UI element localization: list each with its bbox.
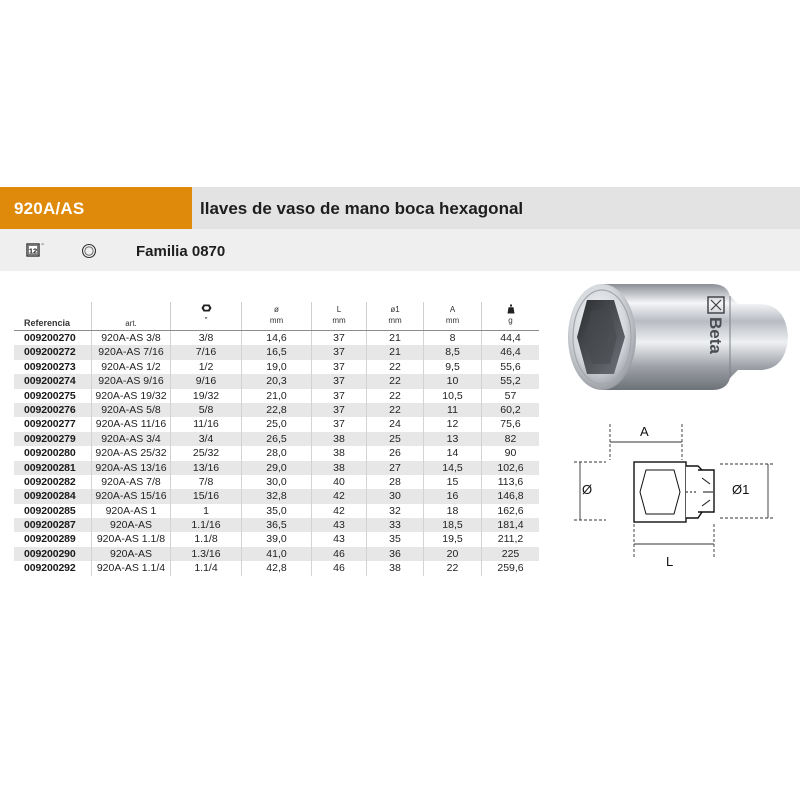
cell-referencia: 009200272 [24, 346, 76, 359]
cell-a: 9,5 [423, 360, 481, 374]
table-row [14, 374, 539, 388]
cell-length: 43 [311, 518, 366, 532]
table-row [14, 446, 539, 460]
cell-diameter: 21,0 [241, 389, 311, 403]
cell-referencia: 009200292 [24, 562, 76, 575]
ring-circle-icon [81, 243, 97, 259]
cell-diameter: 28,0 [241, 446, 311, 460]
cell-length: 46 [311, 561, 366, 575]
cell-drive: 11/16 [170, 417, 241, 431]
cell-a: 16 [423, 489, 481, 503]
dimension-diagram [570, 418, 780, 578]
cell-diameter1: 28 [366, 475, 423, 489]
col-header-drive: " [170, 302, 241, 330]
cell-art: 920A-AS [91, 518, 170, 532]
cell-drive: 13/16 [170, 461, 241, 475]
cell-drive: 1.1/16 [170, 518, 241, 532]
cell-a: 13 [423, 432, 481, 446]
label-length: L [666, 554, 674, 569]
cell-diameter: 39,0 [241, 532, 311, 546]
cell-drive: 15/16 [170, 489, 241, 503]
col-header-diameter1: ø1 mm [366, 302, 423, 330]
hex-socket-icon [201, 304, 212, 312]
spec-table [14, 302, 539, 576]
cell-drive: 1.1/4 [170, 561, 241, 575]
cell-referencia: 009200284 [24, 490, 76, 503]
cell-length: 42 [311, 489, 366, 503]
cell-weight: 82 [481, 432, 539, 446]
cell-length: 42 [311, 504, 366, 518]
cell-length: 46 [311, 547, 366, 561]
col-header-diameter: ø mm [241, 302, 311, 330]
col-header-weight: g [481, 302, 539, 330]
table-row [14, 561, 539, 575]
cell-diameter1: 33 [366, 518, 423, 532]
table-row [14, 489, 539, 503]
cell-art: 920A-AS 1.1/8 [91, 532, 170, 546]
cell-a: 18 [423, 504, 481, 518]
cell-diameter: 30,0 [241, 475, 311, 489]
cell-art: 920A-AS 9/16 [91, 374, 170, 388]
cell-diameter: 22,8 [241, 403, 311, 417]
table-body [14, 331, 539, 576]
cell-referencia: 009200280 [24, 447, 76, 460]
cell-referencia: 009200276 [24, 403, 76, 416]
cell-length: 37 [311, 360, 366, 374]
cell-art: 920A-AS 11/16 [91, 417, 170, 431]
cell-diameter1: 21 [366, 331, 423, 345]
cell-art: 920A-AS 5/8 [91, 403, 170, 417]
cell-a: 14 [423, 446, 481, 460]
cell-a: 10,5 [423, 389, 481, 403]
product-title: llaves de vaso de mano boca hexagonal [200, 199, 524, 218]
svg-text:": " [41, 244, 44, 250]
cell-diameter: 19,0 [241, 360, 311, 374]
cell-diameter: 36,5 [241, 518, 311, 532]
cell-referencia: 009200282 [24, 475, 76, 488]
cell-diameter: 16,5 [241, 345, 311, 359]
cell-art: 920A-AS 13/16 [91, 461, 170, 475]
label-a: A [640, 424, 649, 439]
cell-diameter1: 32 [366, 504, 423, 518]
cell-weight: 181,4 [481, 518, 539, 532]
cell-drive: 9/16 [170, 374, 241, 388]
table-row [14, 389, 539, 403]
square-drive-half-inch-icon [26, 242, 46, 258]
cell-diameter1: 30 [366, 489, 423, 503]
cell-diameter: 41,0 [241, 547, 311, 561]
cell-drive: 3/8 [170, 331, 241, 345]
table-row [14, 518, 539, 532]
cell-diameter: 29,0 [241, 461, 311, 475]
table-row [14, 532, 539, 546]
brand-engraving: Beta [706, 317, 725, 354]
cell-referencia: 009200287 [24, 519, 76, 532]
cell-diameter1: 26 [366, 446, 423, 460]
table-row [14, 403, 539, 417]
cell-weight: 211,2 [481, 532, 539, 546]
cell-a: 8 [423, 331, 481, 345]
cell-a: 15 [423, 475, 481, 489]
cell-drive: 7/16 [170, 345, 241, 359]
cell-diameter: 14,6 [241, 331, 311, 345]
cell-art: 920A-AS 25/32 [91, 446, 170, 460]
cell-weight: 146,8 [481, 489, 539, 503]
cell-drive: 3/4 [170, 432, 241, 446]
cell-referencia: 009200273 [24, 360, 76, 373]
cell-a: 20 [423, 547, 481, 561]
cell-diameter: 26,5 [241, 432, 311, 446]
cell-length: 40 [311, 475, 366, 489]
cell-length: 37 [311, 403, 366, 417]
col-header-length: L mm [311, 302, 366, 330]
cell-diameter1: 22 [366, 403, 423, 417]
cell-length: 38 [311, 432, 366, 446]
cell-art: 920A-AS 3/8 [91, 331, 170, 345]
cell-diameter1: 22 [366, 389, 423, 403]
cell-referencia: 009200289 [24, 533, 76, 546]
cell-referencia: 009200285 [24, 504, 76, 517]
cell-weight: 90 [481, 446, 539, 460]
table-row [14, 461, 539, 475]
cell-diameter1: 24 [366, 417, 423, 431]
cell-referencia: 009200290 [24, 547, 76, 560]
cell-diameter1: 35 [366, 532, 423, 546]
cell-length: 37 [311, 389, 366, 403]
cell-referencia: 009200281 [24, 461, 76, 474]
cell-referencia: 009200270 [24, 332, 76, 344]
col-header-art: art. [91, 302, 170, 330]
cell-art: 920A-AS [91, 547, 170, 561]
col-header-referencia: Referencia [24, 318, 71, 328]
cell-diameter: 32,8 [241, 489, 311, 503]
cell-diameter1: 25 [366, 432, 423, 446]
cell-weight: 60,2 [481, 403, 539, 417]
col-header-a: A mm [423, 302, 481, 330]
cell-referencia: 009200274 [24, 375, 76, 388]
cell-length: 37 [311, 374, 366, 388]
sub-header-band [0, 229, 800, 271]
table-row [14, 360, 539, 374]
cell-length: 37 [311, 345, 366, 359]
cell-drive: 1 [170, 504, 241, 518]
table-row [14, 547, 539, 561]
cell-weight: 113,6 [481, 475, 539, 489]
drive-size-label: 12 [28, 246, 38, 256]
cell-weight: 57 [481, 389, 539, 403]
cell-length: 37 [311, 417, 366, 431]
cell-weight: 75,6 [481, 417, 539, 431]
cell-referencia: 009200277 [24, 418, 76, 431]
cell-diameter: 35,0 [241, 504, 311, 518]
cell-diameter1: 38 [366, 561, 423, 575]
cell-drive: 1.3/16 [170, 547, 241, 561]
cell-diameter: 25,0 [241, 417, 311, 431]
product-code: 920A/AS [14, 199, 85, 218]
cell-weight: 55,6 [481, 360, 539, 374]
table-header [14, 302, 539, 331]
table-row [14, 504, 539, 518]
cell-a: 10 [423, 374, 481, 388]
family-label: Familia 0870 [136, 243, 226, 260]
cell-diameter1: 27 [366, 461, 423, 475]
cell-length: 38 [311, 461, 366, 475]
cell-length: 38 [311, 446, 366, 460]
cell-diameter: 42,8 [241, 561, 311, 575]
cell-diameter1: 22 [366, 374, 423, 388]
cell-art: 920A-AS 3/4 [91, 432, 170, 446]
table-row [14, 417, 539, 431]
cell-a: 8,5 [423, 345, 481, 359]
cell-weight: 55,2 [481, 374, 539, 388]
cell-weight: 102,6 [481, 461, 539, 475]
weight-icon [507, 304, 515, 314]
cell-drive: 25/32 [170, 446, 241, 460]
cell-a: 14,5 [423, 461, 481, 475]
cell-length: 37 [311, 331, 366, 345]
cell-weight: 46,4 [481, 345, 539, 359]
table-row [14, 432, 539, 446]
label-diameter1: Ø1 [732, 482, 750, 497]
table-row [14, 475, 539, 489]
cell-weight: 44,4 [481, 331, 539, 345]
cell-art: 920A-AS 1.1/4 [91, 561, 170, 575]
cell-referencia: 009200279 [24, 432, 76, 445]
cell-drive: 1/2 [170, 360, 241, 374]
cell-art: 920A-AS 7/16 [91, 345, 170, 359]
cell-drive: 5/8 [170, 403, 241, 417]
table-row [14, 345, 539, 359]
cell-drive: 7/8 [170, 475, 241, 489]
cell-diameter1: 36 [366, 547, 423, 561]
cell-drive: 19/32 [170, 389, 241, 403]
cell-art: 920A-AS 1/2 [91, 360, 170, 374]
cell-referencia: 009200275 [24, 389, 76, 402]
cell-length: 43 [311, 532, 366, 546]
socket-product-image [562, 276, 794, 398]
cell-art: 920A-AS 15/16 [91, 489, 170, 503]
cell-weight: 225 [481, 547, 539, 561]
cell-a: 11 [423, 403, 481, 417]
cell-diameter: 20,3 [241, 374, 311, 388]
cell-drive: 1.1/8 [170, 532, 241, 546]
cell-diameter1: 22 [366, 360, 423, 374]
cell-art: 920A-AS 1 [91, 504, 170, 518]
cell-diameter1: 21 [366, 345, 423, 359]
cell-a: 22 [423, 561, 481, 575]
cell-art: 920A-AS 7/8 [91, 475, 170, 489]
cell-a: 19,5 [423, 532, 481, 546]
cell-a: 12 [423, 417, 481, 431]
table-row [14, 331, 539, 345]
cell-weight: 259,6 [481, 561, 539, 575]
cell-a: 18,5 [423, 518, 481, 532]
cell-weight: 162,6 [481, 504, 539, 518]
cell-art: 920A-AS 19/32 [91, 389, 170, 403]
label-diameter: Ø [582, 482, 593, 497]
